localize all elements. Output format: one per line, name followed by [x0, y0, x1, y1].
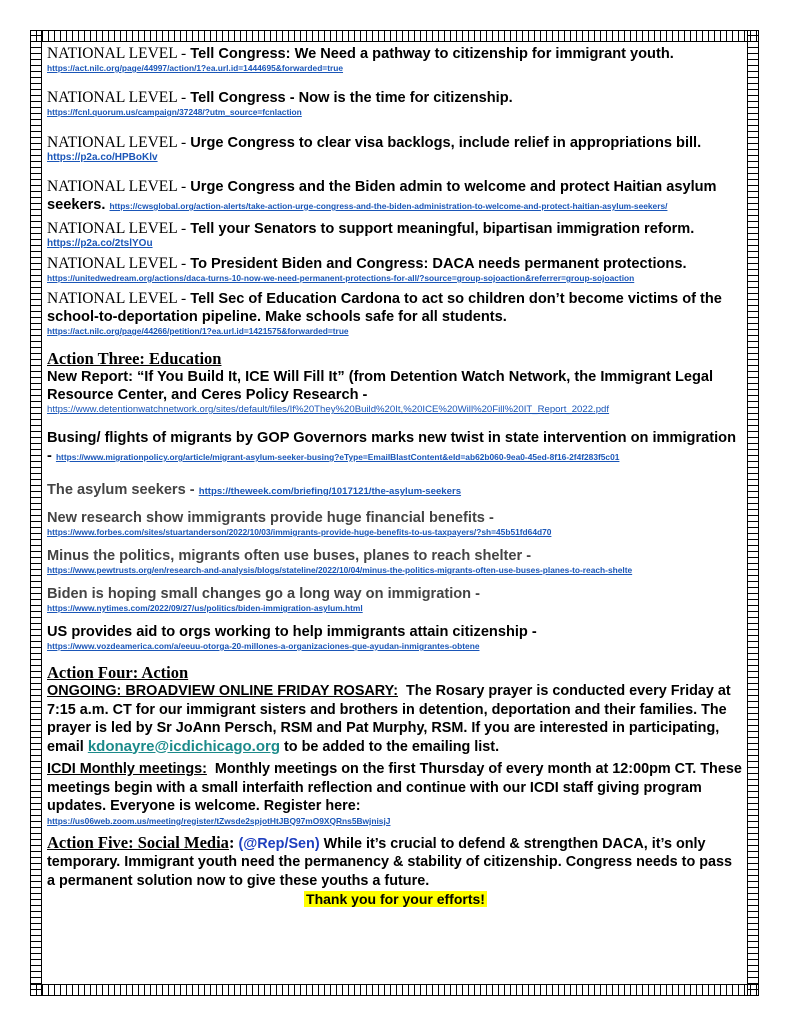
national-item-1	[47, 45, 744, 74]
rosary-paragraph	[47, 682, 744, 756]
national-level-label: NATIONAL LEVEL -	[47, 255, 187, 272]
education-item-4	[47, 509, 744, 538]
education-item-text: US provides aid to orgs working to help immigrants attain citizenship -	[47, 624, 537, 640]
education-item-link[interactable]: https://www.vozdeamerica.com/a/eeuu-otorga-20-millones-a-organizaciones-que-ayudan-inmigrantes-obtene	[47, 641, 480, 651]
rep-sen-tag: (@Rep/Sen)	[238, 835, 320, 852]
national-item-link[interactable]: https://fcnl.quorum.us/campaign/37248/?utm_source=fcnlaction	[47, 107, 302, 117]
rosary-tail: to be added to the emailing list.	[284, 738, 500, 755]
education-item-link[interactable]: https://www.migrationpolicy.org/article/migrant-asylum-seeker-busing?eType=EmailBlastContent&eId=ab62b060-9ea0-45ed-8f16-2f4f283f5c01	[55, 452, 620, 462]
education-item-text: New research show immigrants provide huge financial benefits -	[47, 510, 494, 526]
national-item-text: Urge Congress to clear visa backlogs, include relief in appropriations bill.	[190, 135, 702, 151]
rosary-text: The Rosary prayer is conducted every Friday at 7:15 a.m. CT for our immigrant sisters and brothers in detention, deportation and their families. The prayer is led by Sr JoAnn Persch, RSM and Pat Murphy, RSM. If you are interested in participating, email	[47, 683, 731, 755]
national-level-label: NATIONAL LEVEL -	[47, 290, 187, 307]
meetings-label: ICDI Monthly meetings:	[47, 761, 207, 777]
national-level-label: NATIONAL LEVEL -	[47, 45, 187, 62]
social-media-text: While it’s crucial to defend & strengthen DACA, it’s only temporary. Immigrant youth need the permanency & stability of citizenship. Congress needs to pass a permanent solution now to give these youths a future.	[47, 835, 733, 889]
education-item-text: Biden is hoping small changes go a long way on immigration -	[47, 586, 480, 602]
national-item-link[interactable]: https://act.nilc.org/page/44266/petition/1?ea.url.id=1421575&forwarded=true	[47, 326, 349, 336]
national-item-link[interactable]: https://p2a.co/2tslYOu	[47, 238, 153, 249]
education-item-3	[47, 481, 744, 499]
national-item-text: Urge Congress and the Biden admin to welcome and protect Haitian asylum seekers.	[47, 179, 717, 213]
national-item-7	[47, 290, 744, 337]
education-item-6	[47, 585, 744, 614]
section-title-action-four: Action Four: Action	[47, 663, 189, 682]
education-item-text: Busing/ flights of migrants by GOP Governors marks new twist in state intervention on immigration -	[47, 430, 736, 464]
thanks-banner: Thank you for your efforts!	[306, 891, 485, 907]
education-item-2	[47, 429, 744, 465]
section-title-action-five: Action Five: Social Media	[47, 832, 229, 852]
education-item-text: Minus the politics, migrants often use buses, planes to reach shelter -	[47, 548, 532, 564]
national-item-text: Tell Congress: We Need a pathway to citizenship for immigrant youth.	[190, 46, 674, 62]
national-level-label: NATIONAL LEVEL -	[47, 178, 187, 195]
rosary-label: ONGOING: BROADVIEW ONLINE FRIDAY ROSARY:	[47, 683, 398, 699]
section-title-colon: :	[228, 832, 235, 852]
national-level-label: NATIONAL LEVEL -	[47, 220, 187, 237]
national-item-link[interactable]: https://unitedwedream.org/actions/daca-turns-10-now-we-need-permanent-protections-for-all/?source=group-sojoaction&referrer=group-sojoaction	[47, 273, 635, 283]
border-left	[30, 30, 42, 996]
border-bottom	[30, 984, 759, 996]
national-level-label: NATIONAL LEVEL -	[47, 89, 187, 106]
education-item-text: The asylum seekers -	[47, 482, 195, 498]
thanks-row	[47, 891, 744, 909]
national-item-text: To President Biden and Congress: DACA needs permanent protections.	[190, 256, 687, 272]
education-item-link[interactable]: https://www.forbes.com/sites/stuartanderson/2022/10/03/immigrants-provide-huge-benefits-to-us-taxpayers/?sh=45b51fd64d70	[47, 527, 552, 537]
education-item-link[interactable]: https://www.pewtrusts.org/en/research-and-analysis/blogs/stateline/2022/10/04/minus-the-politics-migrants-often-use-buses-planes-to-reach-shelte	[47, 565, 633, 575]
newsletter-content	[47, 45, 744, 909]
border-right	[747, 30, 759, 996]
meetings-text: Monthly meetings on the first Thursday of every month at 12:00pm CT. These meetings begin with a small interfaith reflection and continue with our ICDI staff giving program updates. Everyone is welcome. Register here:	[47, 761, 742, 814]
national-item-link[interactable]: https://act.nilc.org/page/44997/action/1?ea.url.id=1444695&forwarded=true	[47, 63, 344, 73]
national-item-link[interactable]: https://cwsglobal.org/action-alerts/take-action-urge-congress-and-the-biden-administration-to-welcome-and-protect-haitian-asylum-seekers/	[109, 201, 668, 211]
rosary-email-link[interactable]: kdonayre@icdichicago.org	[87, 737, 280, 755]
social-media-paragraph	[47, 833, 744, 891]
national-item-text: Tell your Senators to support meaningful, bipartisan immigration reform.	[190, 221, 695, 237]
education-item-link[interactable]: https://www.nytimes.com/2022/09/27/us/politics/biden-immigration-asylum.html	[47, 603, 363, 613]
national-item-6	[47, 255, 744, 284]
meetings-paragraph	[47, 760, 744, 827]
education-item-5	[47, 547, 744, 576]
border-top	[30, 30, 759, 42]
education-item-text: New Report: “If You Build It, ICE Will Fill It” (from Detention Watch Network, the Immigrant Legal Resource Center, and Ceres Policy Research -	[47, 369, 714, 403]
national-item-3	[47, 134, 744, 163]
national-item-link[interactable]: https://p2a.co/HPBoKlv	[47, 152, 158, 163]
education-item-7	[47, 623, 744, 652]
meetings-register-link[interactable]: https://us06web.zoom.us/meeting/register/tZwsde2spjotHtJBQ97mO9XQRns5BwjnisjJ	[47, 815, 391, 826]
education-item-link[interactable]: https://www.detentionwatchnetwork.org/sites/default/files/If%20They%20Build%20It,%20ICE%20Will%20Fill%20IT_Report_2022.pdf	[47, 404, 610, 415]
education-item-link[interactable]: https://theweek.com/briefing/1017121/the-asylum-seekers	[198, 486, 462, 497]
national-item-2	[47, 89, 744, 118]
national-item-text: Tell Sec of Education Cardona to act so children don’t become victims of the school-to-deportation pipeline. Make schools safe for all students.	[47, 291, 722, 325]
national-item-5	[47, 220, 744, 249]
national-item-4	[47, 178, 744, 214]
education-item-1	[47, 368, 744, 415]
national-item-text: Tell Congress - Now is the time for citizenship.	[190, 90, 513, 106]
section-title-action-three: Action Three: Education	[47, 349, 222, 368]
national-level-label: NATIONAL LEVEL -	[47, 134, 187, 151]
